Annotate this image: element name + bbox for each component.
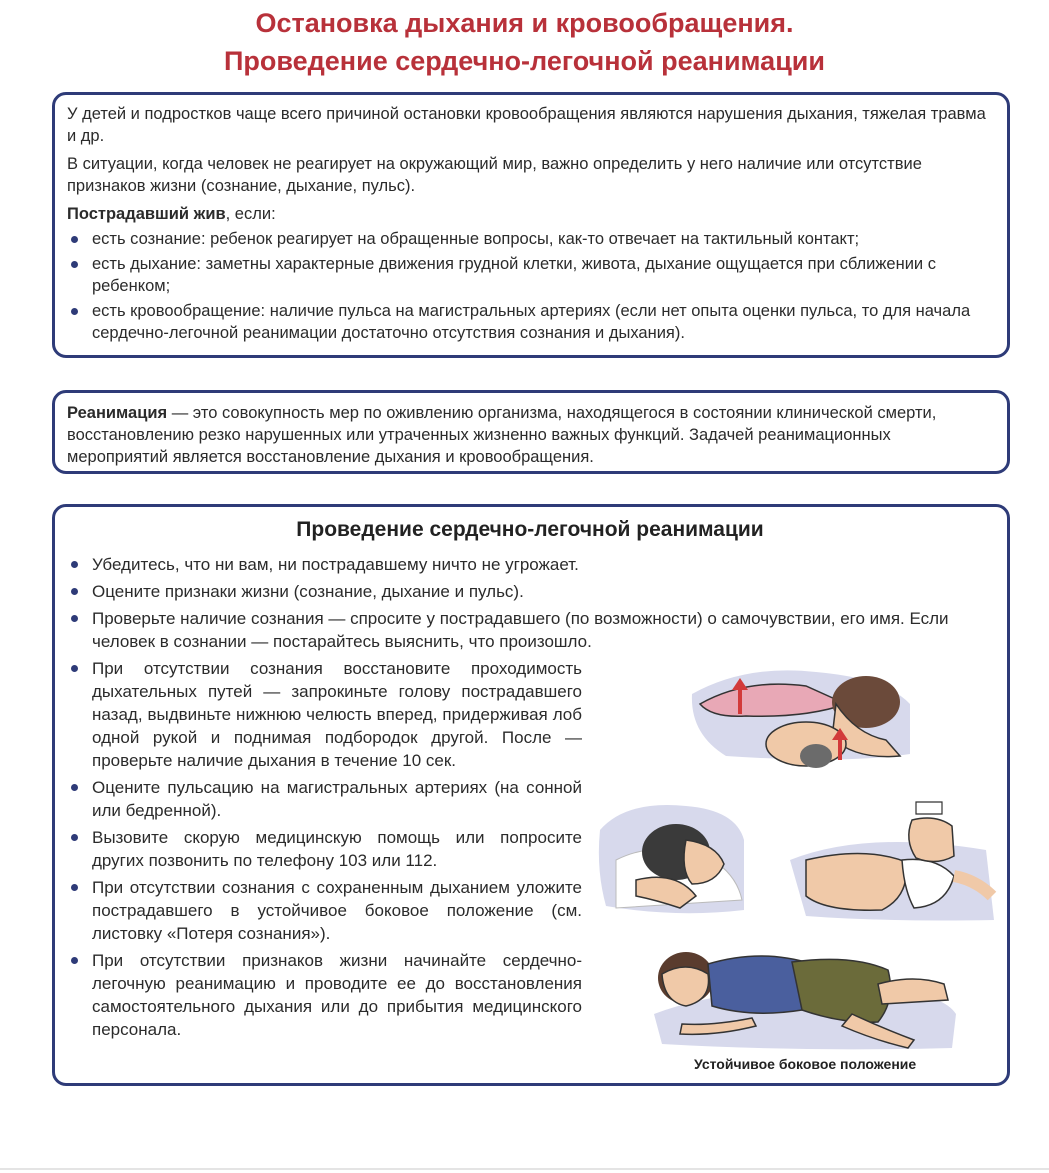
page-title xyxy=(0,4,1049,80)
carotid-pulse-illustration xyxy=(596,800,746,918)
list-item: Вызовите скорую медицинскую помощь или попросите других позвонить по телефону 103 или 112. xyxy=(67,826,582,872)
list-item: Проверьте наличие сознания — спросите у пострадавшего (по возможности) о самочувствии, его имя. Если человек в сознании — постарайтесь выяснить, что произошло. xyxy=(67,607,993,653)
alive-criteria-heading xyxy=(67,203,993,225)
definition-term: Реанимация xyxy=(67,404,168,422)
airway-opening-illustration xyxy=(686,664,914,776)
title-line-1: Остановка дыхания и кровообращения. xyxy=(255,8,794,38)
page-divider xyxy=(0,1168,1049,1170)
definition-body: — это совокупность мер по оживлению организма, находящегося в состоянии клинической смерти, восстановлению резко нарушенных или утраченных жизненно важных функций. Задачей реанимационных мероприятий является восстановление дыхания и кровообращения. xyxy=(67,404,937,466)
list-item: При отсутствии сознания с сохраненным дыханием уложите пострадавшего в устойчивое боковое положение (см. листовку «Потеря сознания»). xyxy=(67,876,582,945)
cpr-heading: Проведение сердечно-легочной реанимации xyxy=(296,518,764,541)
list-item: Оцените признаки жизни (сознание, дыхание и пульс). xyxy=(67,580,993,603)
intro-box xyxy=(52,92,1010,358)
list-item: При отсутствии признаков жизни начинайте сердечно-легочную реанимацию и проводите ее до восстановления самостоятельного дыхания или до прибытия медицинского персонала. xyxy=(67,949,582,1041)
alive-rest: , если: xyxy=(225,205,276,223)
list-item: Убедитесь, что ни вам, ни пострадавшему ничто не угрожает. xyxy=(67,553,993,576)
definition-text xyxy=(67,402,993,468)
title-line-2: Проведение сердечно-легочной реанимации xyxy=(224,46,825,76)
definition-box xyxy=(52,390,1010,474)
intro-paragraph-2: В ситуации, когда человек не реагирует на окружающий мир, важно определить у него наличие или отсутствие признаков жизни (сознание, дыхание, пульс). xyxy=(67,155,922,195)
intro-paragraph-1: У детей и подростков чаще всего причиной остановки кровообращения являются нарушения дыхания, тяжелая травма и др. xyxy=(67,105,986,145)
list-item: есть кровообращение: наличие пульса на магистральных артериях (если нет опыта оценки пульса, то для начала сердечно-легочной реанимации достаточно отсутствия сознания и дыхания). xyxy=(67,300,993,344)
femoral-pulse-illustration xyxy=(786,800,998,922)
recovery-position-caption: Устойчивое боковое положение xyxy=(694,1056,917,1072)
list-item: При отсутствии сознания восстановите проходимость дыхательных путей — запрокиньте голову пострадавшего назад, выдвиньте нижнюю челюсть вперед, придерживая лоб одной рукой и поднимая подбородок другой. После — проверьте наличие дыхания в течение 10 сек. xyxy=(67,657,582,772)
recovery-position-illustration xyxy=(652,944,958,1052)
list-item: есть сознание: ребенок реагирует на обращенные вопросы, как-то отвечает на тактильный контакт; xyxy=(67,228,993,250)
list-item: Оцените пульсацию на магистральных артериях (на сонной или бедренной). xyxy=(67,776,582,822)
signs-of-life-list xyxy=(67,228,993,344)
list-item: есть дыхание: заметны характерные движения грудной клетки, живота, дыхание ощущается при сближении с ребенком; xyxy=(67,253,993,297)
alive-bold: Пострадавший жив xyxy=(67,205,226,223)
